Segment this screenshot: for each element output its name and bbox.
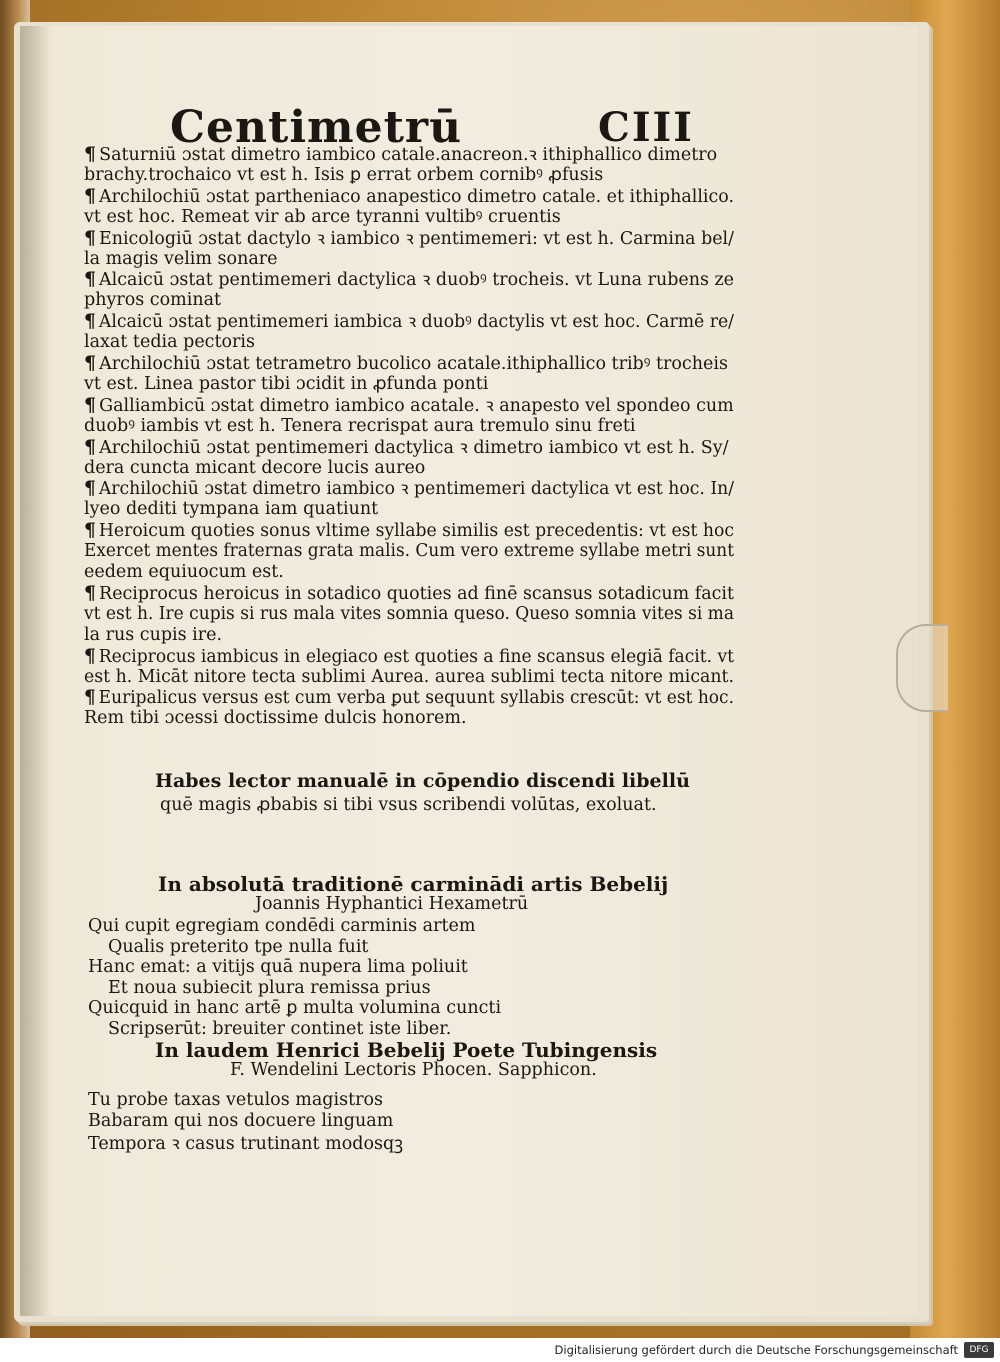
section2-heading: In laudem Henrici Bebelij Poete Tubingensis (155, 1038, 658, 1062)
verse-line: Babaram qui nos docuere linguam (88, 1110, 394, 1131)
body-line (84, 541, 734, 561)
body-line-text: eedem equiuocum est. (84, 562, 284, 582)
verse-line: Tempora ꝛ casus trutinant modosqꝫ (88, 1134, 404, 1154)
body-line (84, 395, 734, 416)
body-line (84, 228, 734, 249)
verse-line: Scripserūt: breuiter continet iste liber. (108, 1018, 452, 1039)
verse-line: Qualis preterito tpe nulla fuit (108, 936, 369, 957)
dfg-logo: DFG (964, 1342, 994, 1358)
body-line-text: brachy.trochaico vt est h. Isis ꝑ errat orbem cornibꝰ ꝓfusis (84, 164, 604, 185)
body-line (84, 562, 284, 582)
body-line-text: phyros cominat (84, 290, 222, 311)
body-line (84, 687, 734, 708)
body-line-text: Archilochiū ɔstat tetrametro bucolico acatale.ithiphallico tribꝰ trocheis (99, 354, 728, 374)
body-line (84, 290, 221, 310)
verse-line: Tu probe taxas vetulos magistros (88, 1090, 383, 1110)
paragraph-mark-icon: ¶ (84, 686, 96, 709)
gutter-shadow (20, 26, 50, 1316)
body-line (84, 332, 255, 352)
body-line (84, 646, 734, 667)
body-line (84, 416, 635, 436)
body-line-text: vt est hoc. Remeat vir ab arce tyranni vultibꝰ cruentis (84, 206, 561, 227)
body-line (84, 625, 222, 645)
paragraph-mark-icon: ¶ (84, 310, 96, 333)
paragraph-mark-icon: ¶ (84, 143, 97, 165)
paragraph-mark-icon: ¶ (84, 644, 96, 667)
running-header: Centimetrū (170, 102, 463, 153)
paragraph-mark-icon: ¶ (84, 435, 97, 458)
body-line (84, 478, 734, 499)
body-line-text: dera cuncta micant decore lucis aureo (84, 457, 426, 478)
body-line (84, 353, 728, 374)
body-line (84, 249, 278, 269)
clasp-tab (896, 624, 948, 712)
verse-line: Et noua subiecit plura remissa prius (108, 977, 431, 998)
colophon-line-2: quē magis ꝓbabis si tibi vsus scribendi volūtas, exoluat. (160, 795, 657, 815)
paragraph-mark-icon: ¶ (84, 581, 97, 604)
body-line-text: Heroicum quoties sonus vltime syllabe similis est precedentis: vt est hoc (98, 521, 735, 542)
body-line (84, 165, 603, 185)
paragraph-mark-icon: ¶ (84, 519, 96, 542)
paragraph-mark-icon: ¶ (84, 477, 96, 500)
body-line (84, 708, 467, 728)
footer-credit: Digitalisierung gefördert durch die Deutsche Forschungsgemeinschaft (554, 1343, 958, 1357)
body-line (84, 583, 734, 604)
body-line (84, 437, 729, 458)
body-line (84, 269, 734, 290)
verse-line: Qui cupit egregiam condēdi carminis artem (88, 916, 476, 936)
body-line-text: est h. Micāt nitore tecta sublimi Aurea. aurea sublimi tecta nitore micant. (84, 666, 734, 687)
body-line-text: vt est h. Ire cupis si rus mala vites somnia queso. Queso somnia vites si ma (84, 603, 734, 624)
body-line-text: Exercet mentes fraternas grata malis. Cum vero extreme syllabe metri sunt (84, 541, 734, 562)
paragraph-mark-icon: ¶ (84, 268, 97, 291)
body-line-text: Archilochiū ɔstat pentimemeri dactylica ꝛ dimetro iambico vt est h. Sy/ (99, 437, 729, 458)
section1-subheading: Joannis Hyphantici Hexametrū (255, 894, 529, 914)
body-line-text: laxat tedia pectoris (84, 332, 255, 353)
body-line (84, 144, 717, 165)
body-line (84, 207, 561, 227)
body-line-text: Galliambicū ɔstat dimetro iambico acatale. ꝛ anapesto vel spondeo cum (99, 395, 734, 416)
body-line (84, 186, 734, 207)
paragraph-mark-icon: ¶ (84, 184, 97, 207)
body-line-text: Reciprocus iambicus in elegiaco est quoties a fine scansus elegiā facit. vt (98, 646, 734, 667)
body-line-text: Rem tibi ɔcessi doctissime dulcis honorem. (84, 708, 467, 729)
paragraph-mark-icon: ¶ (84, 226, 97, 249)
body-line-text: Archilochiū ɔstat partheniaco anapestico dimetro catale. et ithiphallico. (99, 186, 734, 207)
verse-line: Hanc emat: a vitijs quā nupera lima poliuit (88, 957, 468, 977)
body-line-text: Archilochiū ɔstat dimetro iambico ꝛ pentimemeri dactylica vt est hoc. In/ (98, 479, 734, 500)
section2-subheading: F. Wendelini Lectoris Phocen. Sapphicon. (230, 1060, 597, 1080)
body-line-text: la magis velim sonare (84, 248, 278, 269)
verse-line: Quicquid in hanc artē ꝑ multa volumina cuncti (88, 998, 502, 1018)
body-line-text: la rus cupis ire. (84, 624, 223, 645)
body-line (84, 604, 734, 624)
body-line-text: duobꝰ iambis vt est h. Tenera recrispat aura tremulo sinu freti (84, 415, 636, 436)
body-line (84, 667, 734, 687)
body-line-text: Alcaicū ɔstat pentimemeri iambica ꝛ duobꝰ dactylis vt est hoc. Carmē re/ (98, 312, 734, 333)
colophon-line-1: Habes lector manualē in cōpendio discendi libellū (155, 770, 690, 792)
footer-bar (0, 1338, 1000, 1362)
paragraph-mark-icon: ¶ (84, 393, 97, 416)
body-line-text: Enicologiū ɔstat dactylo ꝛ iambico ꝛ pentimemeri: vt est h. Carmina bel/ (99, 228, 735, 249)
body-line-text: Reciprocus heroicus in sotadico quoties ad finē scansus sotadicum facit (99, 583, 735, 604)
paragraph-mark-icon: ¶ (84, 352, 97, 374)
body-line (84, 520, 734, 541)
body-line-text: lyeo dediti tympana iam quatiunt (84, 499, 379, 520)
body-line-text: vt est. Linea pastor tibi ɔcidit in ꝓfunda ponti (84, 373, 489, 394)
section1-heading: In absolutā traditionē carminādi artis Bebelij (158, 872, 669, 896)
body-line-text: Saturniū ɔstat dimetro iambico catale.anacreon.ꝛ ithiphallico dimetro (99, 145, 718, 165)
body-line-text: Euripalicus versus est cum verba ꝑut sequunt syllabis crescūt: vt est hoc. (98, 688, 735, 709)
body-line-text: Alcaicū ɔstat pentimemeri dactylica ꝛ duobꝰ trocheis. vt Luna rubens ze (99, 270, 735, 291)
folio-number: CIII (598, 104, 694, 151)
body-line (84, 499, 378, 519)
body-line (84, 374, 488, 394)
body-line (84, 458, 425, 478)
body-line (84, 311, 734, 332)
